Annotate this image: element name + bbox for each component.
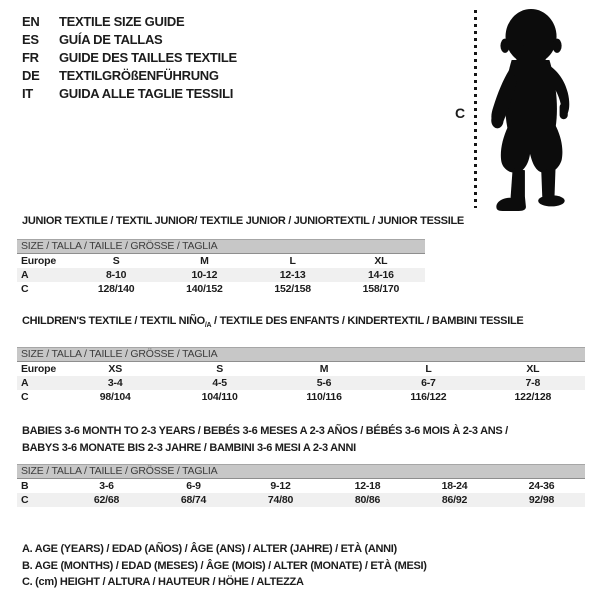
height-cell: 104/110 [201,391,238,403]
age-cell: 4-5 [212,377,227,389]
toddler-silhouette [478,6,580,212]
height-cell: 92/98 [528,494,555,506]
language-code: ES [22,32,39,47]
language-row-es [22,31,237,49]
table-row-months [17,479,585,493]
table-row-europe [17,254,425,268]
height-cell: 152/158 [274,283,311,295]
height-cell: 158/170 [362,283,400,295]
language-code: EN [22,14,40,29]
age-cell: 5-6 [316,377,332,389]
footnotes [22,541,427,591]
size-cell: XL [526,363,540,375]
size-header-band: SIZE / TALLA / TAILLE / GRÖSSE / TAGLIA [17,464,585,479]
babies-title-line1: BABIES 3-6 MONTH TO 2-3 YEARS / BEBÉS 3-6 MESES A 2-3 AÑOS / BÉBÉS 3-6 MOIS À 2-3 ANS / [22,425,508,437]
size-cell: S [216,363,224,375]
language-row-en [22,13,237,31]
height-cell: 122/128 [514,391,552,403]
language-label: TEXTILE SIZE GUIDE [59,14,185,29]
table-row-height [17,282,425,296]
table-row-age [17,376,585,390]
row-label: B [21,480,29,492]
language-label: GUÍA DE TALLAS [59,32,163,47]
babies-size-table [17,464,585,507]
age-cell: 10-12 [191,269,218,281]
table-row-europe [17,362,585,376]
children-title-part2: / TEXTILE DES ENFANTS / KINDERTEXTIL / BAMBINI TESSILE [211,315,524,327]
language-row-fr [22,49,237,67]
age-cell: 12-13 [279,269,306,281]
table-row-height [17,390,585,404]
height-measure-dotted-line [474,10,477,208]
size-cell: XL [374,255,388,267]
table-row-height [17,493,585,507]
language-label: TEXTILGRÖßENFÜHRUNG [59,68,219,83]
months-cell: 24-36 [528,480,555,492]
row-label: C [21,283,29,295]
row-label: Europe [21,363,56,375]
months-cell: 6-9 [186,480,201,492]
row-label: C [21,494,29,506]
size-cell: XS [108,363,122,375]
age-cell: 3-4 [107,377,123,389]
height-cell: 128/140 [97,283,135,295]
size-cell: M [319,363,329,375]
language-code: IT [22,86,33,101]
table-row-age [17,268,425,282]
height-measure-label: C [455,105,466,121]
age-cell: 14-16 [367,269,394,281]
height-cell: 110/116 [306,391,342,403]
language-label: GUIDE DES TAILLES TEXTILE [59,50,237,65]
row-label: A [21,269,29,281]
row-label: A [21,377,29,389]
months-cell: 9-12 [270,480,291,492]
size-header-band: SIZE / TALLA / TAILLE / GRÖSSE / TAGLIA [17,347,585,362]
junior-size-table [17,239,425,296]
age-cell: 8-10 [106,269,127,281]
footnote-b: B. AGE (MONTHS) / EDAD (MESES) / ÂGE (MOIS) / ALTER (MONATE) / ETÀ (MESI) [22,559,427,572]
age-cell: 7-8 [525,377,541,389]
height-cell: 98/104 [99,391,131,403]
height-cell: 116/122 [410,391,447,403]
children-size-table [17,347,585,404]
footnote-a: A. AGE (YEARS) / EDAD (AÑOS) / ÂGE (ANS) / ALTER (JAHRE) / ETÀ (ANNI) [22,543,397,555]
language-row-de [22,67,237,85]
language-guide [22,13,237,103]
height-cell: 140/152 [186,283,223,295]
row-label: C [21,391,29,403]
size-cell: S [112,255,120,267]
months-cell: 3-6 [99,480,114,492]
height-cell: 62/68 [93,494,120,506]
language-code: DE [22,68,40,83]
height-cell: 68/74 [180,494,207,506]
height-cell: 80/86 [354,494,381,506]
language-code: FR [22,50,39,65]
row-label: Europe [21,255,56,267]
size-cell: L [425,363,432,375]
size-header-band: SIZE / TALLA / TAILLE / GRÖSSE / TAGLIA [17,239,425,254]
language-row-it [22,85,237,103]
age-cell: 6-7 [421,377,436,389]
children-title-subscript: /A [204,322,212,330]
junior-section-title: JUNIOR TEXTILE / TEXTIL JUNIOR/ TEXTILE JUNIOR / JUNIORTEXTIL / JUNIOR TESSILE [22,215,464,227]
height-cell: 86/92 [441,494,468,506]
months-cell: 12-18 [354,480,381,492]
footnote-c: C. (cm) HEIGHT / ALTURA / HAUTEUR / HÖHE / ALTEZZA [22,576,304,588]
babies-section-title [22,423,508,457]
size-cell: M [200,255,209,267]
babies-title-line2: BABYS 3-6 MONATE BIS 2-3 JAHRE / BAMBINI 3-6 MESI A 2-3 ANNI [22,442,356,454]
language-label: GUIDA ALLE TAGLIE TESSILI [59,86,234,101]
children-section-title [22,315,523,329]
height-cell: 74/80 [267,494,294,506]
size-cell: L [289,255,296,267]
children-title-part1: CHILDREN'S TEXTILE / TEXTIL NIÑO [22,315,205,327]
months-cell: 18-24 [441,480,468,492]
